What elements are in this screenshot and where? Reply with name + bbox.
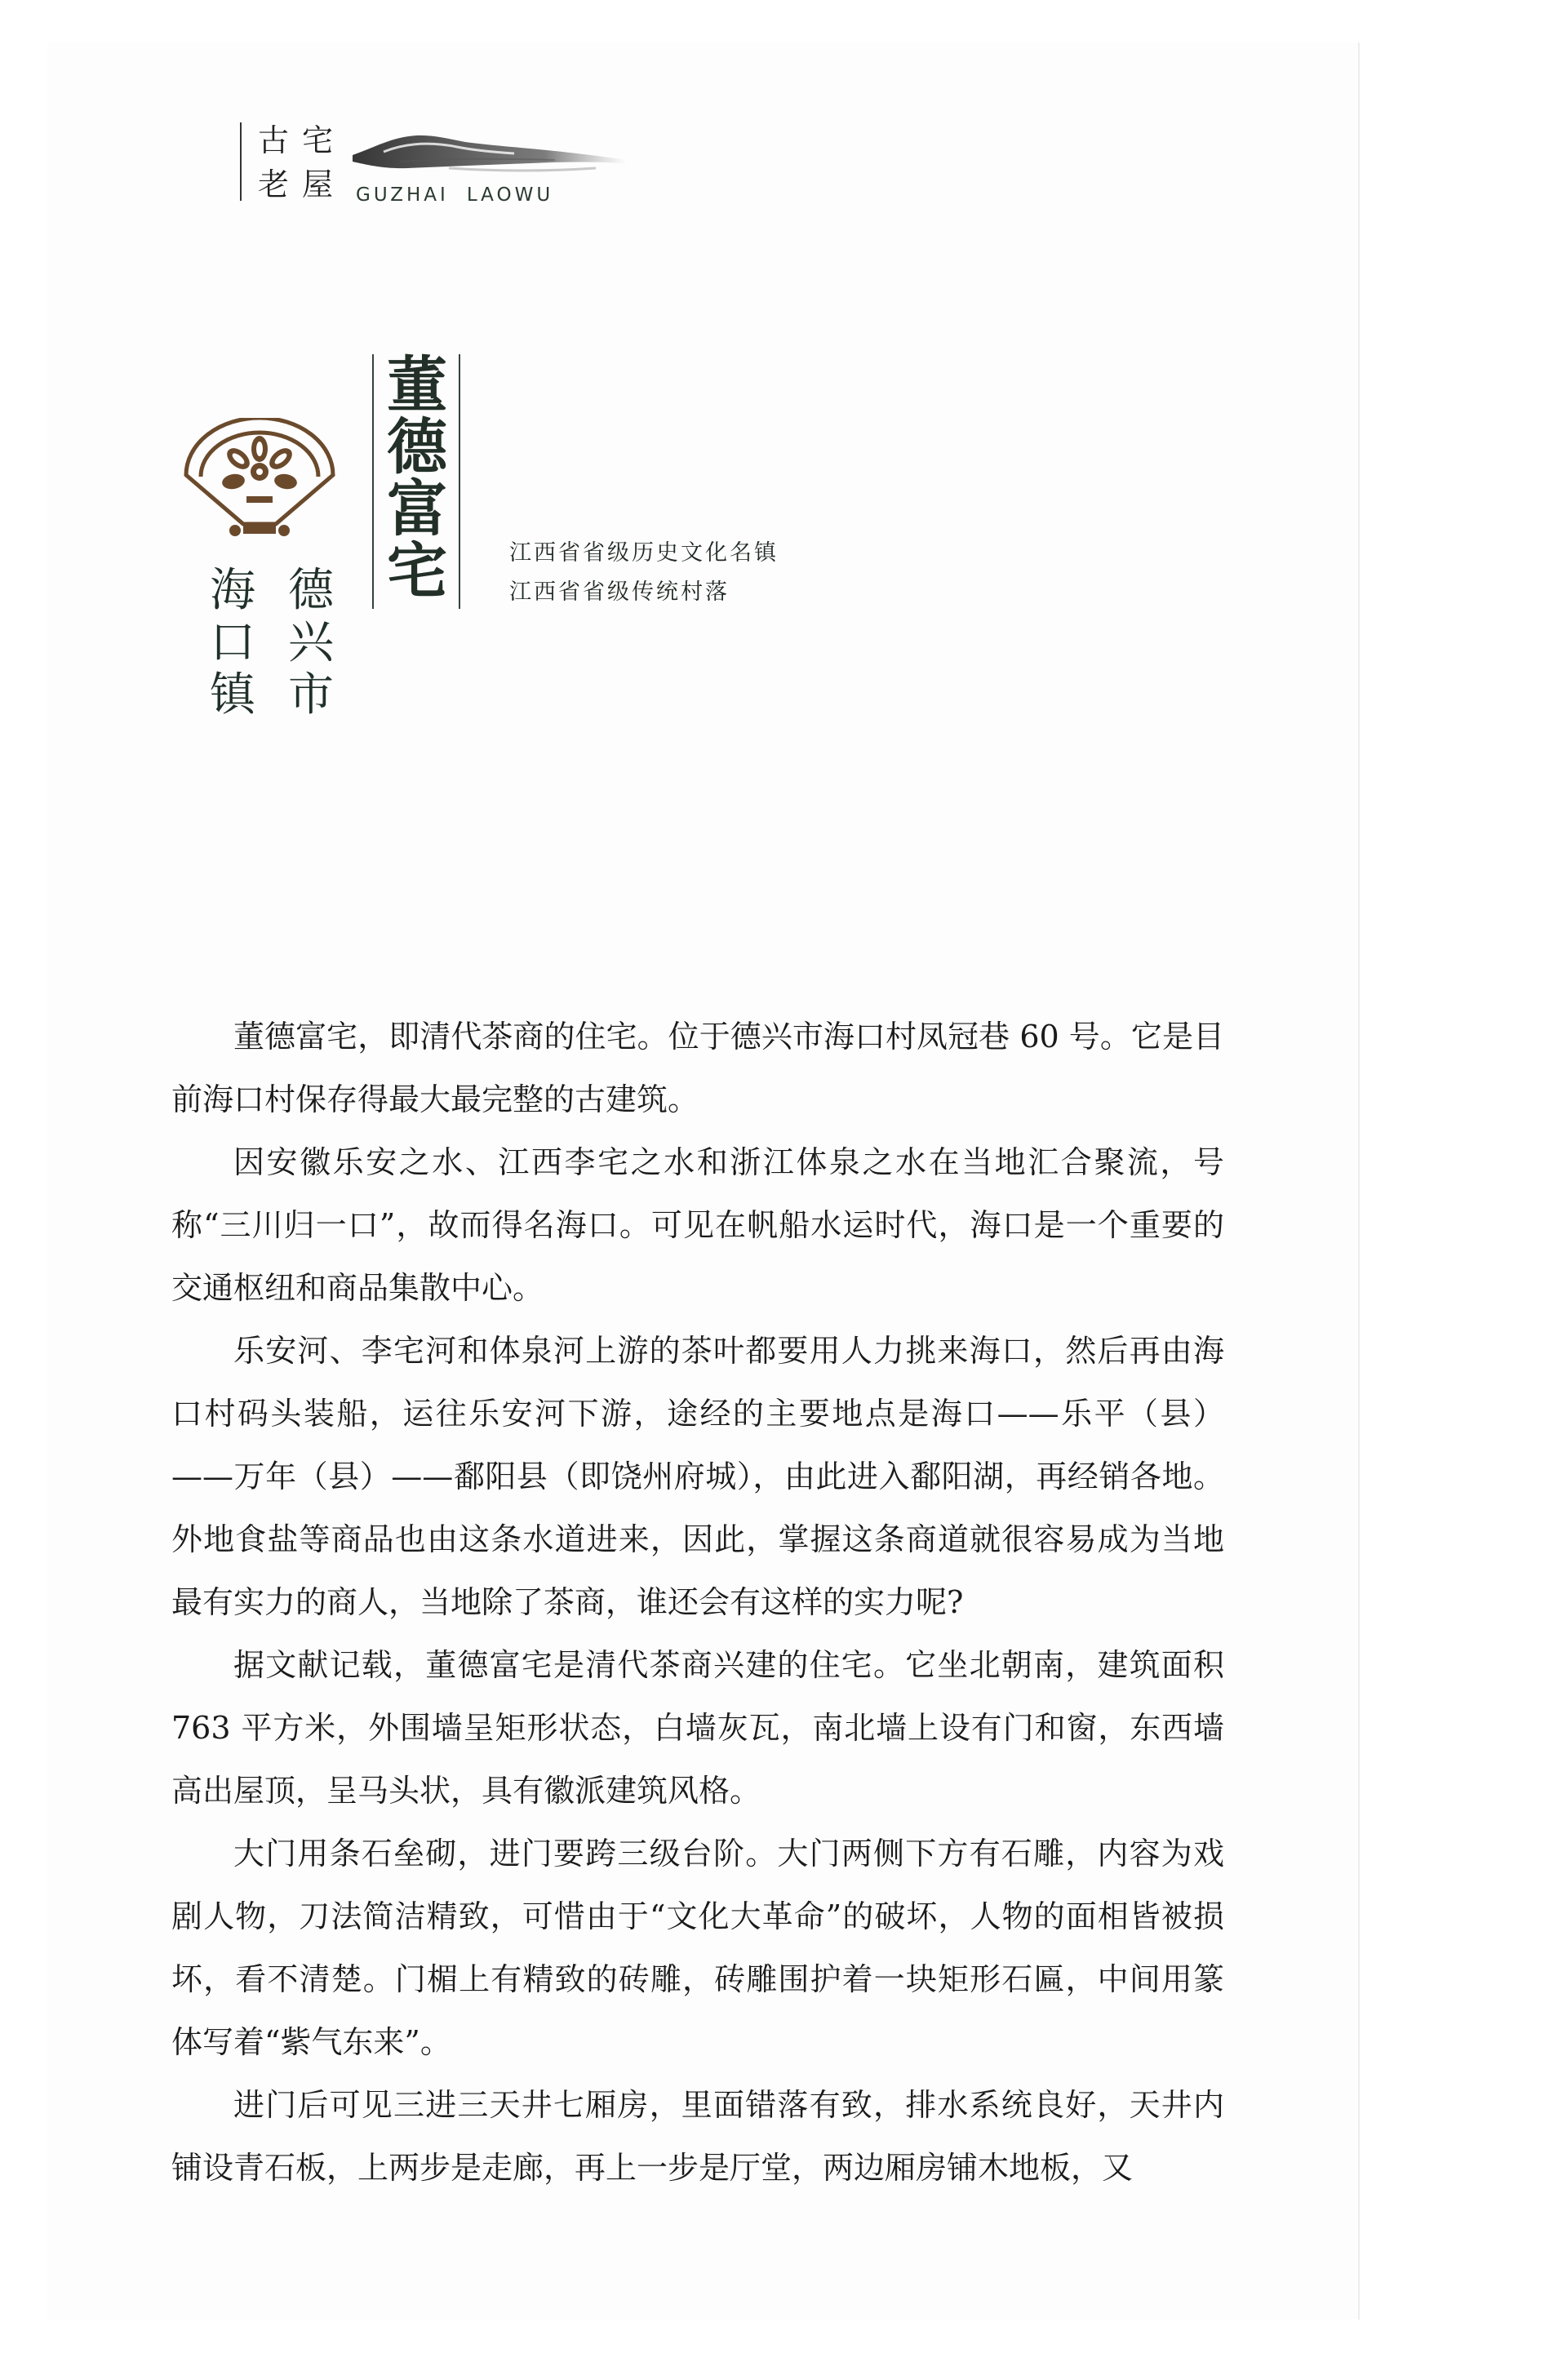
running-header-title — [251, 119, 340, 206]
title-char: 德 — [387, 412, 447, 482]
header-divider — [240, 122, 242, 201]
place-char: 海 — [210, 564, 255, 617]
header-roman-word: LAOWU — [466, 184, 554, 206]
header-char: 宅 — [301, 122, 333, 158]
header-char: 老 — [257, 167, 289, 202]
header-roman-word: GUZHAI — [356, 184, 449, 206]
paragraph: 因安徽乐安之水、江西李宅之水和浙江体泉之水在当地汇合聚流，号称“三川归一口”，故而得名海口。可见在帆船水运时代，海口是一个重要的交通枢纽和商品集散中心。 — [171, 1144, 1224, 1306]
paragraph: 乐安河、李宅河和体泉河上游的茶叶都要用人力挑来海口，然后再由海口村码头装船，运往乐安河下游，途经的主要地点是海口——乐平（县）——万年（县）——鄱阳县（即饶州府城），由此进入鄱阳湖，再经销各地。外地食盐等商品也由这条水道进来，因此，掌握这条商道就很容易成为当地最有实力的商人，当地除了茶商，谁还会有这样的实力呢? — [171, 1333, 1224, 1620]
place-char: 镇 — [210, 668, 255, 722]
honor-line: 江西省省级传统村落 — [509, 579, 730, 605]
title-char: 宅 — [387, 536, 447, 606]
title-rule-left — [372, 354, 374, 609]
header-char: 古 — [257, 122, 289, 158]
running-header-roman — [356, 184, 553, 206]
place-char: 市 — [288, 668, 334, 722]
honor-line: 江西省省级历史文化名镇 — [509, 540, 779, 566]
body-text — [171, 1006, 1224, 2200]
place-char: 兴 — [288, 616, 334, 669]
paragraph: 据文献记载，董德富宅是清代茶商兴建的住宅。它坐北朝南，建筑面积 763 平方米，外围墙呈矩形状态，白墙灰瓦，南北墙上设有门和窗，东西墙高出屋顶，呈马头状，具有徽派建筑风格。 — [171, 1647, 1224, 1809]
place-char: 德 — [288, 564, 334, 617]
title-char: 董 — [387, 350, 447, 420]
fan-flower-emblem-icon — [178, 418, 341, 548]
section-title-block — [372, 350, 462, 609]
title-rule-right — [459, 354, 460, 609]
paragraph: 进门后可见三进三天井七厢房，里面错落有致，排水系统良好，天井内铺设青石板，上两步是走廊，再上一步是厅堂，两边厢房铺木地板，又 — [171, 2087, 1224, 2186]
section-title — [384, 350, 451, 606]
title-char: 富 — [387, 474, 447, 544]
honors-list — [509, 534, 779, 612]
place-column-city — [286, 565, 336, 722]
header-char: 屋 — [301, 167, 333, 202]
place-column-town — [207, 565, 258, 722]
place-char: 口 — [210, 616, 255, 669]
ink-mountain-icon — [351, 114, 628, 188]
place-name-vertical — [207, 565, 336, 722]
paragraph: 董德富宅，即清代茶商的住宅。位于德兴市海口村凤冠巷 60 号。它是目前海口村保存得最大最完整的古建筑。 — [171, 1019, 1224, 1117]
paragraph: 大门用条石垒砌，进门要跨三级台阶。大门两侧下方有石雕，内容为戏剧人物，刀法简洁精致，可惜由于“文化大革命”的破坏，人物的面相皆被损坏，看不清楚。门楣上有精致的砖雕，砖雕围护着一块矩形石匾，中间用篆体写着“紫气东来”。 — [171, 1836, 1224, 2060]
